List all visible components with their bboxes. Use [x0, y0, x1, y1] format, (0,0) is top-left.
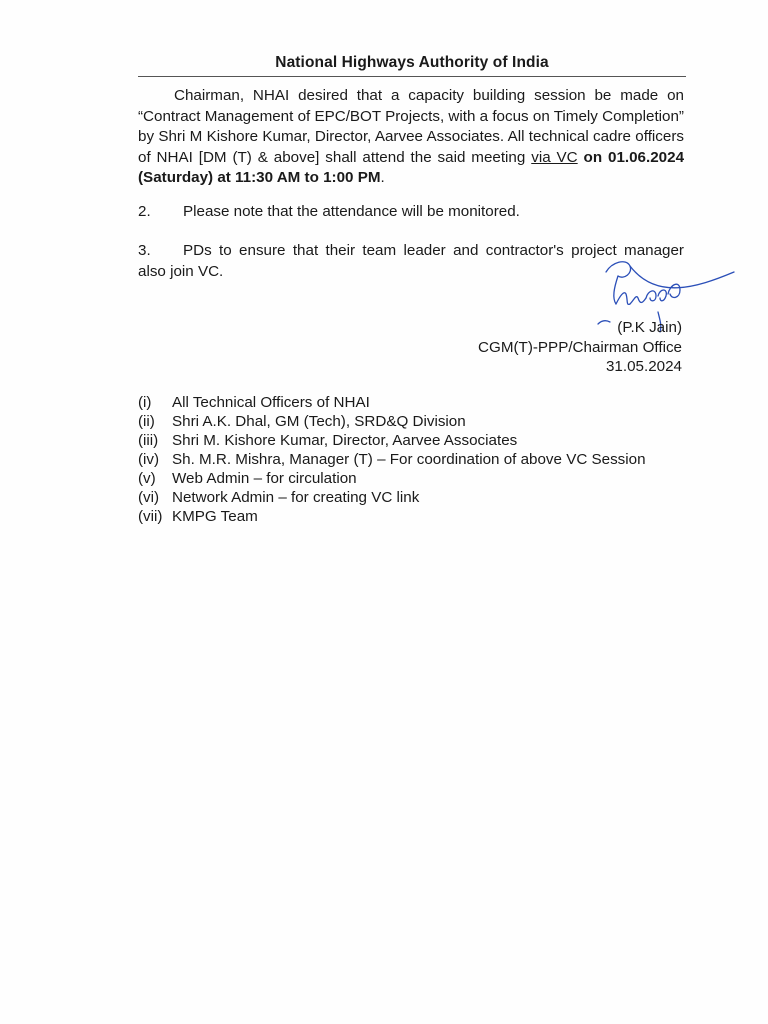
- via-vc-text: via VC: [531, 148, 578, 166]
- paragraph-1-end: .: [380, 169, 385, 186]
- distribution-numeral: (vi): [138, 489, 160, 506]
- signatory-name: (P.K Jain): [617, 319, 682, 336]
- distribution-numeral: (vii): [138, 508, 163, 525]
- distribution-text: Network Admin – for creating VC link: [172, 489, 420, 506]
- paragraph-3-number: 3.: [138, 242, 151, 259]
- distribution-item: [138, 488, 646, 507]
- distribution-numeral: (i): [138, 394, 152, 411]
- distribution-text: Shri M. Kishore Kumar, Director, Aarvee Associates: [172, 432, 518, 449]
- distribution-text: Sh. M.R. Mishra, Manager (T) – For coordination of above VC Session: [172, 451, 646, 468]
- paragraph-2-text: Please note that the attendance will be monitored.: [183, 203, 520, 220]
- distribution-item: [138, 412, 646, 431]
- distribution-item: [138, 431, 646, 450]
- distribution-item: [138, 469, 646, 488]
- paragraph-1-text: Chairman, NHAI desired that a capacity building session be made on “Contract Management of EPC/BOT Projects, with a focus on Timely Completion” by Shri M Kishore Kumar, Director, Aarvee Associates. All technical cadre officers of NHAI [DM (T) & above] shall attend the said meeting: [138, 87, 684, 166]
- distribution-numeral: (iv): [138, 451, 160, 468]
- distribution-text: Shri A.K. Dhal, GM (Tech), SRD&Q Division: [172, 413, 466, 430]
- meeting-datetime: on 01.06.2024 (Saturday) at 11:30 AM to 1:00 PM: [138, 148, 685, 186]
- paragraph-1: [138, 86, 684, 189]
- distribution-list: [138, 393, 646, 526]
- distribution-text: KMPG Team: [172, 508, 258, 525]
- distribution-item: [138, 507, 646, 526]
- distribution-item: [138, 450, 646, 469]
- distribution-numeral: (iii): [138, 432, 159, 449]
- distribution-numeral: (v): [138, 470, 156, 487]
- document-heading: National Highways Authority of India: [275, 54, 549, 71]
- distribution-item: [138, 393, 646, 412]
- signatory-designation: CGM(T)-PPP/Chairman Office: [478, 339, 682, 356]
- paragraph-3-text: PDs to ensure that their team leader and contractor's project manager also join VC.: [138, 242, 684, 280]
- paragraph-2-number: 2.: [138, 203, 151, 220]
- signature-date: 31.05.2024: [605, 358, 682, 375]
- distribution-text: All Technical Officers of NHAI: [172, 394, 370, 411]
- heading-rule: [138, 76, 686, 77]
- distribution-text: Web Admin – for circulation: [172, 470, 357, 487]
- distribution-numeral: (ii): [138, 413, 155, 430]
- paragraph-2: [138, 202, 684, 223]
